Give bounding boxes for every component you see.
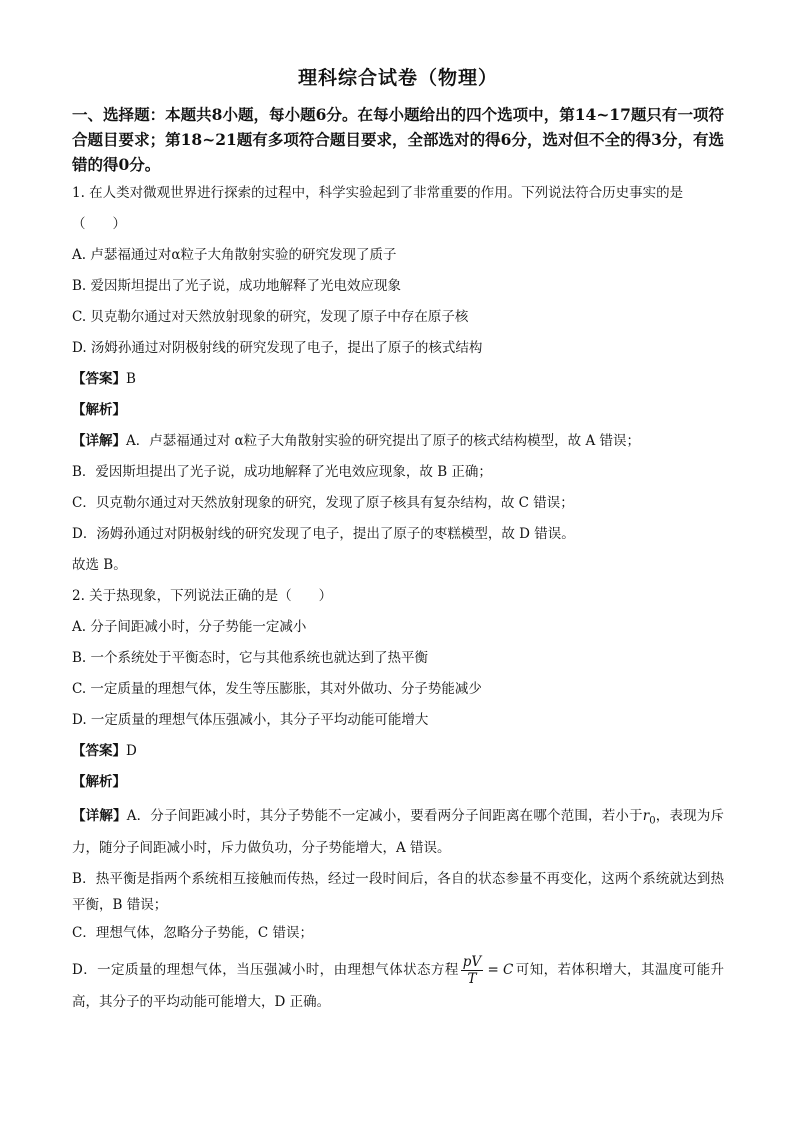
formula-numerator: pV (462, 953, 482, 970)
detail-text-2: 可知，若体积增大，其温度可能升高，其分子的平均动能可能增大，D 正确。 (72, 961, 725, 1010)
question-1-detail-c: C．贝克勒尔通过对天然放射现象的研究，发现了原子核具有复杂结构，故 C 错误； (72, 495, 574, 511)
gas-state-equation (461, 954, 514, 987)
question-2-detail-b: B．热平衡是指两个系统相互接触而传热，经过一段时间后，各自的状态参量不再变化，这两个系统就达到热平衡，B 错误； (72, 870, 724, 913)
question-1-answer (72, 369, 724, 389)
question-1-detail-d: D．汤姆孙通过对阴极射线的研究发现了电子，提出了原子的枣糕模型，故 D 错误。 (72, 526, 575, 542)
formula-denominator: T (467, 970, 477, 987)
question-1-stem: 1. 在人类对微观世界进行探索的过程中，科学实验起到了非常重要的作用。下列说法符合历史事实的是 (72, 185, 684, 201)
question-1-detail-b: B．爱因斯坦提出了光子说，成功地解释了光电效应现象，故 B 正确； (72, 464, 492, 480)
detail-text: A．卢瑟福通过对 α粒子大角散射实验的研究提出了原子的核式结构模型，故 A 错误； (126, 433, 640, 449)
page-title: 理科综合试卷（物理） (297, 67, 498, 89)
answer-label: 【答案】 (72, 743, 126, 759)
question-2-stem: 2. 关于热现象，下列说法正确的是（ ） (72, 588, 333, 604)
analysis-label: 【解析】 (72, 774, 126, 790)
question-2 (72, 586, 724, 1017)
detail-text-1: A．分子间距减小时，其分子势能不一定减小，要看两分子间距离在哪个范围，若小于 (126, 808, 643, 824)
question-1-detail-a (72, 431, 724, 451)
detail-text-2: ，表现为斥力，随分子间距减小时，斥力做负功，分子势能增大，A 错误。 (72, 808, 725, 856)
question-1-paren: （ ） (72, 216, 126, 232)
question-2-detail-a (72, 803, 724, 861)
r0-symbol: r (642, 808, 650, 824)
question-2-option-c: C. 一定质量的理想气体，发生等压膨胀，其对外做功、分子势能减少 (72, 681, 482, 697)
question-1-option-b: B. 爱因斯坦提出了光子说，成功地解释了光电效应现象 (72, 278, 402, 294)
question-2-option-d: D. 一定质量的理想气体压强减小，其分子平均动能可能增大 (72, 712, 429, 728)
formula-rhs: = C (487, 961, 514, 978)
question-2-analysis-label (72, 772, 724, 792)
formula-fraction (461, 954, 483, 987)
question-1-option-d: D. 汤姆孙通过对阴极射线的研究发现了电子，提出了原子的核式结构 (72, 340, 483, 356)
detail-label: 【详解】 (72, 433, 126, 449)
question-2-answer (72, 741, 724, 761)
question-1-option-c: C. 贝克勒尔通过对天然放射现象的研究，发现了原子中存在原子核 (72, 309, 469, 325)
question-1 (72, 183, 724, 575)
answer-label: 【答案】 (72, 371, 126, 387)
detail-label: 【详解】 (72, 808, 127, 824)
section-instructions: 一、选择题：本题共8小题，每小题6分。在每小题给出的四个选项中，第14~17题只有一项符合题目要求；第18~21题有多项符合题目要求，全部选对的得6分，选对但不全的得3分，有选错的得0分。 (72, 105, 724, 174)
question-2-option-b: B. 一个系统处于平衡态时，它与其他系统也就达到了热平衡 (72, 650, 429, 666)
detail-text-1: D．一定质量的理想气体，当压强减小时，由理想气体状态方程 (72, 961, 459, 978)
analysis-label: 【解析】 (72, 402, 126, 418)
answer-value: D (126, 743, 137, 759)
question-1-analysis-label (72, 400, 724, 420)
r0-subscript: 0 (649, 815, 656, 827)
question-2-detail-c: C．理想气体，忽略分子势能，C 错误； (72, 924, 313, 941)
question-2-detail-d (72, 954, 724, 1017)
answer-value: B (126, 371, 136, 387)
question-2-option-a: A. 分子间距减小时，分子势能一定减小 (72, 619, 307, 635)
question-1-option-a: A. 卢瑟福通过对α粒子大角散射实验的研究发现了质子 (72, 247, 397, 263)
question-1-conclusion: 故选 B。 (72, 557, 127, 573)
